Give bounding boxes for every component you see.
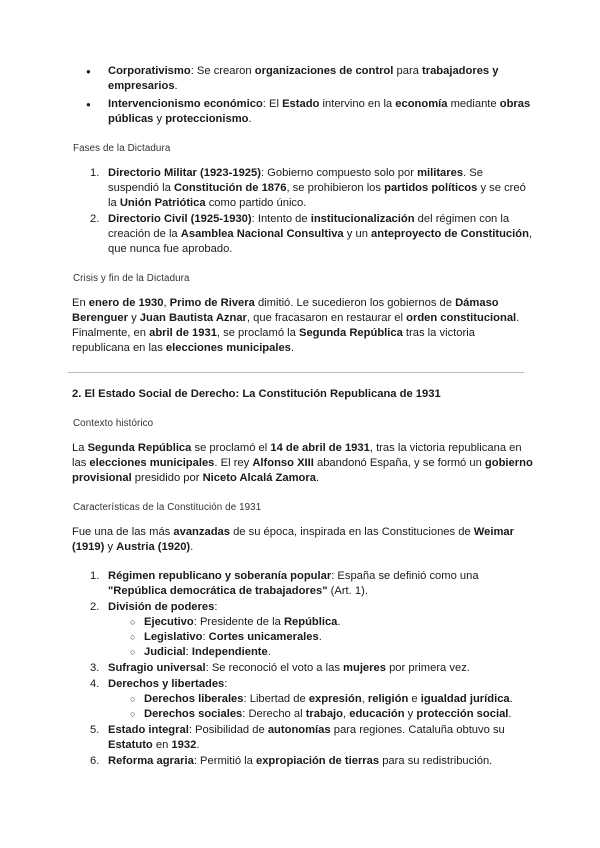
list-number: 1. — [90, 570, 100, 582]
list-item — [72, 600, 534, 660]
fases-heading: Fases de la Dictadura — [73, 143, 171, 154]
contexto-heading: Contexto histórico — [73, 418, 154, 429]
list-number: 5. — [90, 724, 100, 736]
crisis-paragraph: En enero de 1930, Primo de Rivera dimitió. Le sucedieron los gobiernos de Dámaso Berenguer y Juan Bautista Aznar, que fracasaron en restaurar el orden constitucional. Finalmente, en abril de 1931, se proclamó la Segunda República tras la victoria republicana en las elecciones municipales. — [72, 297, 520, 354]
contexto-paragraph: La Segunda República se proclamó el 14 de abril de 1931, tras la victoria republicana en las elecciones municipales. El rey Alfonso XIII abandonó España, y se formó un gobierno provisional presidido por Niceto Alcalá Zamora. — [72, 442, 533, 484]
document-page — [72, 64, 534, 770]
list-item-text: Reforma agraria: Permitió la expropiación de tierras para su redistribución. — [108, 755, 493, 767]
list-number: 4. — [90, 678, 100, 690]
list-item: 2. Directorio Civil (1925-1930): Intento de institucionalización del régimen con la creación de la Asamblea Nacional Consultiva y un anteproyecto de Constitución, que nunca fue aprobado. — [90, 213, 533, 255]
section-divider — [68, 372, 524, 373]
list-item — [72, 723, 534, 753]
sub-list-item: ○ Ejecutivo: Presidente de la República. — [108, 615, 534, 630]
section-title: 2. El Estado Social de Derecho: La Constitución Republicana de 1931 — [72, 388, 441, 400]
sub-list-item: ○ Derechos sociales: Derecho al trabajo, educación y protección social. — [108, 707, 534, 722]
list-item-text: Directorio Militar (1923-1925): Gobierno compuesto solo por militares. Se suspendió la Constitución de 1876, se prohibieron los partidos políticos y se creó la Unión Patriótica como partido único. — [108, 167, 526, 209]
sub-list — [108, 692, 534, 722]
sub-list-item: ○ Derechos liberales: Libertad de expresión, religión e igualdad jurídica. — [108, 692, 534, 707]
list-item-text: Derechos y libertades: — [108, 678, 228, 690]
bullet-item: ● Corporativismo: Se crearon organizaciones de control para trabajadores y empresarios. — [72, 64, 534, 94]
fases-list — [72, 166, 534, 257]
list-item-text: Régimen republicano y soberanía popular: España se definió como una "República democrática de trabajadores" (Art. 1). — [108, 570, 479, 597]
sub-list-item: ○ Judicial: Independiente. — [108, 645, 534, 660]
crisis-heading: Crisis y fin de la Dictadura — [73, 273, 190, 284]
sub-list-item: ○ Legislativo: Cortes unicamerales. — [108, 630, 534, 645]
bullet-item: ● Intervencionismo económico: El Estado intervino en la economía mediante obras públicas y proteccionismo. — [72, 97, 534, 127]
list-item-text: Directorio Civil (1925-1930): Intento de institucionalización del régimen con la creación de la Asamblea Nacional Consultiva y un anteproyecto de Constitución, que nunca fue aprobado. — [108, 213, 533, 255]
caracteristicas-list — [72, 569, 534, 769]
list-item — [72, 754, 534, 769]
list-item-text: Estado integral: Posibilidad de autonomías para regiones. Cataluña obtuvo su Estatuto en 1932. — [108, 724, 505, 751]
list-number: 6. — [90, 755, 100, 767]
list-item — [72, 661, 534, 676]
list-item: 1. Directorio Militar (1923-1925): Gobierno compuesto solo por militares. Se suspendió la Constitución de 1876, se prohibieron los partidos políticos y se creó la Unión Patriótica como partido único. — [90, 167, 526, 209]
list-number: 3. — [90, 662, 100, 674]
list-item — [72, 569, 534, 599]
list-item-text: División de poderes: — [108, 601, 218, 613]
caracteristicas-paragraph: Fue una de las más avanzadas de su época, inspirada en las Constituciones de Weimar (1919) y Austria (1920). — [72, 526, 514, 553]
caracteristicas-heading: Características de la Constitución de 1931 — [73, 502, 262, 513]
list-item-text: Sufragio universal: Se reconoció el voto a las mujeres por primera vez. — [108, 662, 470, 674]
list-item — [72, 677, 534, 722]
dictadura-bullet-list — [72, 64, 534, 127]
list-number: 2. — [90, 601, 100, 613]
sub-list — [108, 615, 534, 660]
